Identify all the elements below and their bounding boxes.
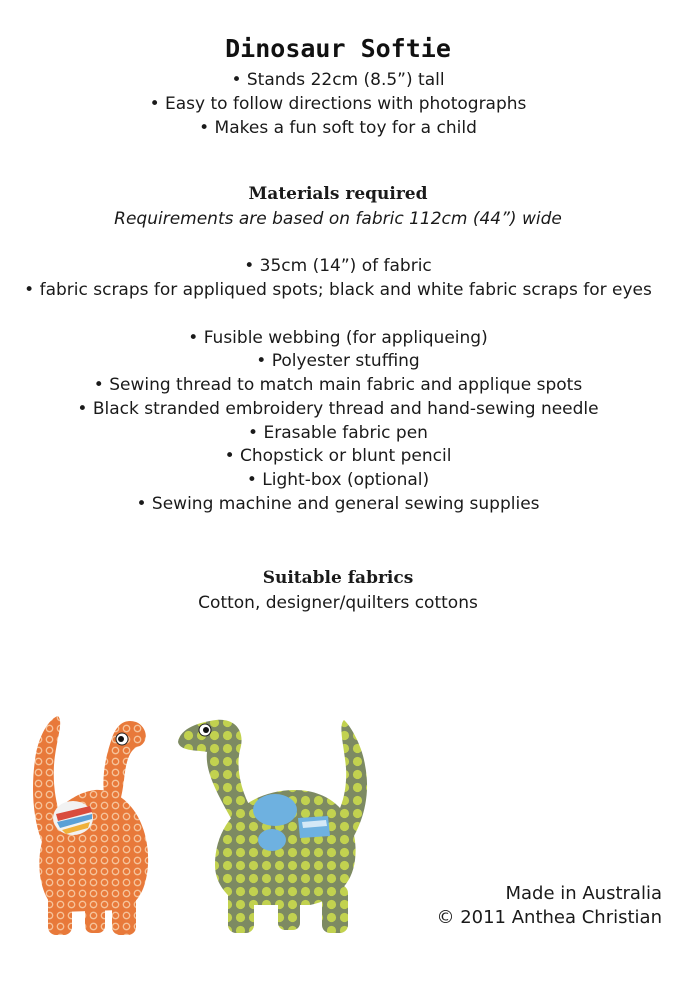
material-item: • fabric scraps for appliqued spots; black and white fabric scraps for eyes <box>24 280 652 300</box>
material-item: • Erasable fabric pen <box>248 423 428 443</box>
fabrics-heading: Suitable fabrics <box>262 568 414 588</box>
material-item: • Chopstick or blunt pencil <box>224 446 452 466</box>
feature-item: • Makes a fun soft toy for a child <box>199 118 477 138</box>
feature-item: • Stands 22cm (8.5”) tall <box>231 70 445 90</box>
material-item: • Light-box (optional) <box>246 470 430 490</box>
material-item: • Polyester stuffing <box>256 351 420 371</box>
fabrics-text: Cotton, designer/quilters cottons <box>198 593 478 613</box>
origin-text: Made in Australia <box>505 883 662 904</box>
material-item: • 35cm (14”) of fabric <box>244 256 432 276</box>
material-item: • Sewing machine and general sewing supplies <box>136 494 540 514</box>
page-title: Dinosaur Softie <box>225 34 451 63</box>
green-dinosaur <box>178 720 367 933</box>
feature-item: • Easy to follow directions with photographs <box>149 94 527 114</box>
material-item: • Sewing thread to match main fabric and applique spots <box>93 375 583 395</box>
materials-note: Requirements are based on fabric 112cm (44”) wide <box>114 209 562 229</box>
material-item: • Black stranded embroidery thread and hand-sewing needle <box>77 399 599 419</box>
material-item: • Fusible webbing (for appliqueing) <box>188 328 488 348</box>
copyright-text: © 2011 Anthea Christian <box>436 907 662 928</box>
materials-heading: Materials required <box>248 184 428 204</box>
dinosaur-softies-photo <box>0 690 420 950</box>
orange-dinosaur <box>33 716 148 935</box>
